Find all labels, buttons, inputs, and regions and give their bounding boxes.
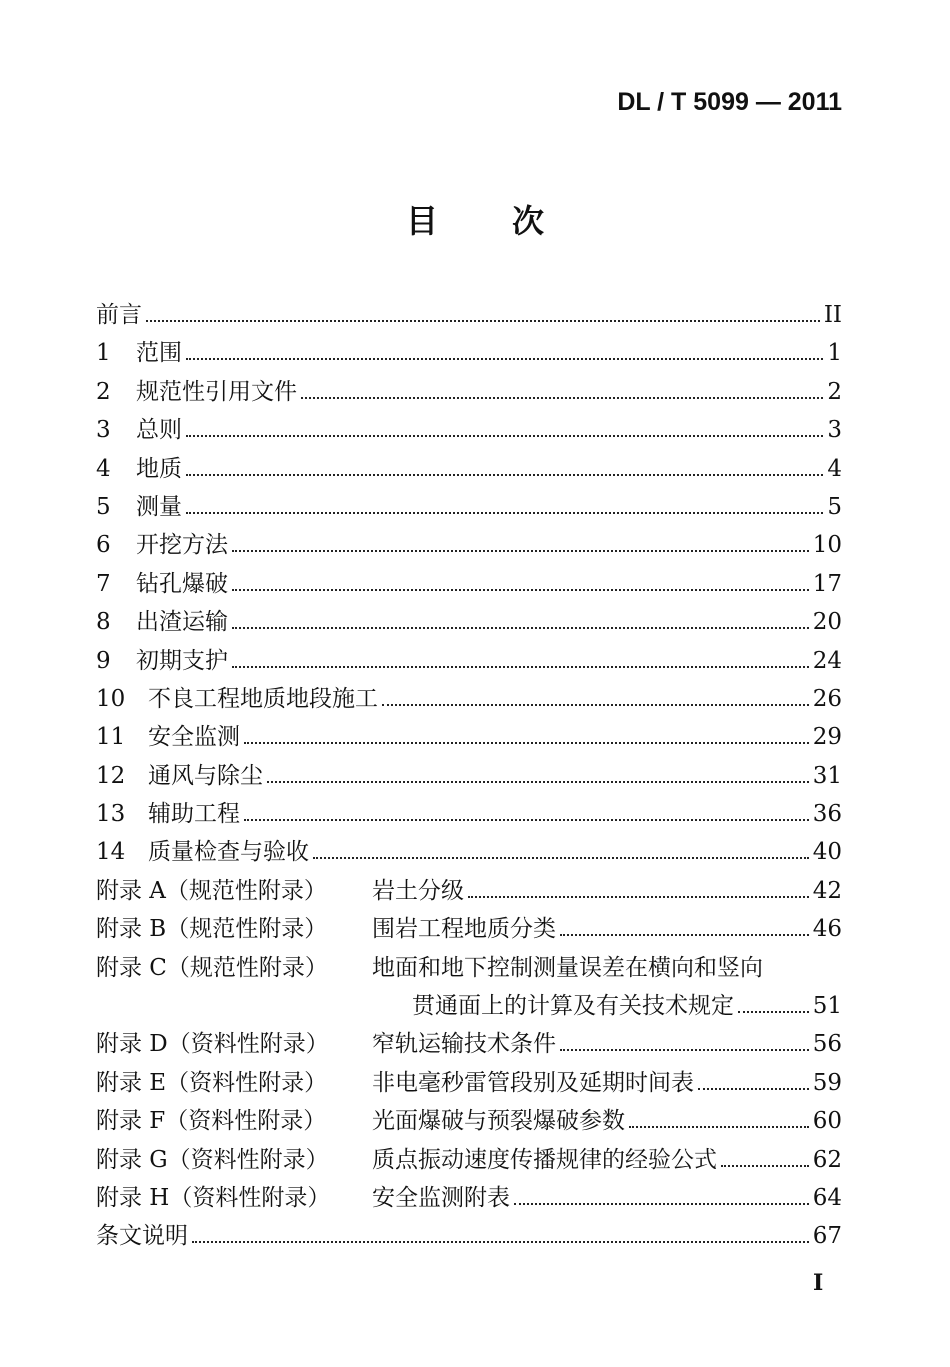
toc-page: 40 — [812, 839, 842, 866]
appendix-prefix: 附录 C（规范性附录） — [96, 954, 328, 981]
toc-number: 4 — [96, 455, 111, 482]
toc-page: 31 — [812, 762, 842, 789]
toc-page: 2 — [827, 378, 842, 405]
toc-entry[interactable] — [96, 718, 842, 756]
toc-label: 通风与除尘 — [148, 762, 263, 789]
appendix-prefix: 附录 F（资料性附录） — [96, 1108, 327, 1135]
toc-appendix-continuation[interactable] — [96, 987, 842, 1025]
toc-page: 46 — [812, 916, 842, 943]
appendix-prefix: 附录 D（资料性附录） — [96, 1031, 329, 1058]
toc-entry[interactable] — [96, 603, 842, 641]
dot-leader — [721, 1165, 809, 1167]
toc-label: 贯通面上的计算及有关技术规定 — [412, 993, 734, 1020]
appendix-prefix: 附录 H（资料性附录） — [96, 1184, 331, 1211]
dot-leader — [738, 1011, 809, 1013]
page-folio: I — [813, 1270, 824, 1296]
toc-page: 64 — [812, 1184, 842, 1211]
toc-appendix-entry[interactable] — [96, 1025, 842, 1063]
title-char-2: 次 — [512, 202, 545, 240]
dot-leader — [146, 320, 820, 322]
toc-label: 辅助工程 — [148, 801, 240, 828]
toc-page: 67 — [812, 1223, 842, 1250]
dot-leader — [698, 1088, 809, 1090]
dot-leader — [232, 627, 809, 629]
toc-entry[interactable] — [96, 526, 842, 564]
toc-page: 1 — [827, 340, 842, 367]
toc-entry[interactable] — [96, 565, 842, 603]
toc-page: 42 — [812, 877, 842, 904]
toc-page: 56 — [812, 1031, 842, 1058]
toc-page: 5 — [827, 493, 842, 520]
toc-page: 36 — [812, 801, 842, 828]
dot-leader — [232, 550, 809, 552]
toc-entry-foreword[interactable] — [96, 296, 842, 334]
dot-leader — [468, 896, 809, 898]
toc-page: 17 — [812, 570, 842, 597]
toc-page: II — [823, 302, 842, 328]
toc-page: 26 — [812, 685, 842, 712]
appendix-prefix: 附录 G（资料性附录） — [96, 1146, 329, 1173]
toc-entry[interactable] — [96, 488, 842, 526]
dot-leader — [186, 435, 823, 437]
toc-number: 2 — [96, 378, 111, 405]
toc-label: 开挖方法 — [136, 532, 228, 559]
toc-entry[interactable] — [96, 373, 842, 411]
toc-label: 钻孔爆破 — [136, 570, 228, 597]
toc-number: 1 — [96, 340, 111, 367]
dot-leader — [514, 1203, 809, 1205]
toc-number: 12 — [96, 762, 126, 789]
dot-leader — [186, 358, 823, 360]
dot-leader — [560, 1049, 809, 1051]
appendix-prefix: 附录 E（资料性附录） — [96, 1069, 328, 1096]
toc-label: 质量检查与验收 — [148, 839, 309, 866]
toc-page: 24 — [812, 647, 842, 674]
dot-leader — [186, 474, 823, 476]
toc-appendix-entry[interactable] — [96, 872, 842, 910]
toc-label: 窄轨运输技术条件 — [372, 1031, 556, 1058]
toc-number: 7 — [96, 570, 111, 597]
toc-label: 条文说明 — [96, 1223, 188, 1250]
dot-leader — [232, 666, 809, 668]
toc-page: 62 — [812, 1146, 842, 1173]
toc-number: 14 — [96, 839, 126, 866]
toc-label: 非电毫秒雷管段别及延期时间表 — [372, 1069, 694, 1096]
toc-entry[interactable] — [96, 450, 842, 488]
toc-label: 质点振动速度传播规律的经验公式 — [372, 1146, 717, 1173]
toc-number: 13 — [96, 801, 126, 828]
toc-appendix-entry[interactable] — [96, 910, 842, 948]
toc-number: 5 — [96, 493, 111, 520]
toc-entry[interactable] — [96, 795, 842, 833]
dot-leader — [232, 589, 809, 591]
toc-label: 围岩工程地质分类 — [372, 916, 556, 943]
toc-entry-explanation[interactable] — [96, 1217, 842, 1255]
dot-leader — [382, 704, 809, 706]
toc-appendix-entry[interactable] — [96, 1102, 842, 1140]
toc-entry[interactable] — [96, 642, 842, 680]
toc-entry[interactable] — [96, 411, 842, 449]
toc-page: 51 — [812, 993, 842, 1020]
dot-leader — [186, 512, 823, 514]
dot-leader — [244, 742, 809, 744]
dot-leader — [301, 397, 823, 399]
table-of-contents — [96, 296, 842, 1256]
toc-label: 测量 — [136, 493, 182, 520]
dot-leader — [267, 781, 809, 783]
toc-label: 不良工程地质地段施工 — [148, 685, 378, 712]
dot-leader — [192, 1241, 809, 1243]
toc-label: 地面和地下控制测量误差在横向和竖向 — [372, 954, 763, 981]
toc-label: 前言 — [96, 302, 142, 328]
dot-leader — [629, 1126, 809, 1128]
toc-entry[interactable] — [96, 680, 842, 718]
toc-appendix-entry[interactable] — [96, 949, 842, 987]
toc-appendix-entry[interactable] — [96, 1179, 842, 1217]
toc-label: 安全监测附表 — [372, 1184, 510, 1211]
toc-label: 总则 — [136, 417, 182, 444]
toc-number: 3 — [96, 417, 111, 444]
toc-entry[interactable] — [96, 757, 842, 795]
toc-number: 10 — [96, 685, 126, 712]
toc-label: 出渣运输 — [136, 609, 228, 636]
toc-number: 11 — [96, 724, 126, 751]
toc-page: 29 — [812, 724, 842, 751]
dot-leader — [560, 934, 809, 936]
appendix-prefix: 附录 A（规范性附录） — [96, 877, 327, 904]
toc-page: 20 — [812, 609, 842, 636]
toc-label: 安全监测 — [148, 724, 240, 751]
page-title — [0, 196, 950, 242]
toc-label: 光面爆破与预裂爆破参数 — [372, 1108, 625, 1135]
title-char-1: 目 — [405, 202, 438, 240]
standard-code: DL / T 5099 — 2011 — [617, 88, 842, 116]
toc-page: 60 — [812, 1108, 842, 1135]
toc-page: 4 — [827, 455, 842, 482]
toc-entry[interactable] — [96, 833, 842, 871]
toc-number: 6 — [96, 532, 111, 559]
toc-appendix-entry[interactable] — [96, 1141, 842, 1179]
toc-label: 地质 — [136, 455, 182, 482]
toc-page: 3 — [827, 417, 842, 444]
toc-page: 10 — [812, 532, 842, 559]
toc-page: 59 — [812, 1069, 842, 1096]
appendix-prefix: 附录 B（规范性附录） — [96, 916, 328, 943]
toc-entry[interactable] — [96, 334, 842, 372]
toc-appendix-entry[interactable] — [96, 1064, 842, 1102]
toc-label: 初期支护 — [136, 647, 228, 674]
toc-label: 岩土分级 — [372, 877, 464, 904]
toc-label: 范围 — [136, 340, 182, 367]
toc-number: 8 — [96, 609, 111, 636]
toc-label: 规范性引用文件 — [136, 378, 297, 405]
dot-leader — [244, 819, 809, 821]
toc-number: 9 — [96, 647, 111, 674]
dot-leader — [313, 857, 809, 859]
